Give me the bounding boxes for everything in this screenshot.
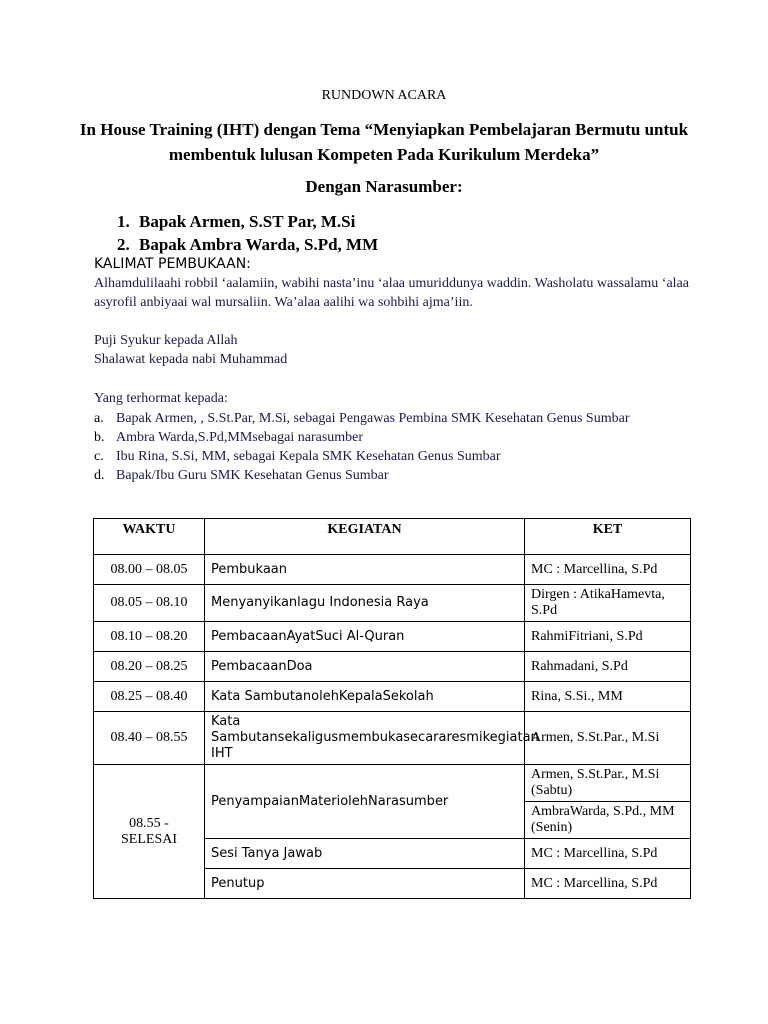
note-cell: AmbraWarda, S.Pd., MM (Senin) bbox=[525, 802, 691, 839]
activity-cell: PenyampaianMateriolehNarasumber bbox=[205, 765, 525, 839]
training-title: In House Training (IHT) dengan Tema “Menyiapkan Pembelajaran Bermutu untuk membentuk lulusan Kompeten Pada Kurikulum Merdeka” bbox=[79, 120, 689, 164]
list-item bbox=[94, 447, 694, 466]
note-cell: MC : Marcellina, S.Pd bbox=[525, 839, 691, 869]
header-waktu: WAKTU bbox=[94, 519, 205, 555]
speaker-number: 1. bbox=[117, 212, 130, 231]
activity-cell: Sesi Tanya Jawab bbox=[205, 839, 525, 869]
header-kegiatan: KEGIATAN bbox=[205, 519, 525, 555]
time-cell: 08.00 – 08.05 bbox=[94, 555, 205, 585]
list-text: Ibu Rina, S.Si, MM, sebagai Kepala SMK Kesehatan Genus Sumbar bbox=[116, 449, 501, 464]
time-cell: 08.40 – 08.55 bbox=[94, 712, 205, 765]
table-row bbox=[94, 622, 691, 652]
note-cell: Armen, S.St.Par., M.Si (Sabtu) bbox=[525, 765, 691, 802]
note-cell: Armen, S.St.Par., M.Si bbox=[525, 712, 691, 765]
speaker-list bbox=[117, 210, 378, 256]
table-row bbox=[94, 585, 691, 622]
list-item bbox=[94, 428, 694, 447]
list-item bbox=[94, 409, 694, 428]
table-row bbox=[94, 682, 691, 712]
list-letter: b. bbox=[94, 430, 105, 445]
table-row bbox=[94, 555, 691, 585]
note-cell: MC : Marcellina, S.Pd bbox=[525, 555, 691, 585]
time-cell: 08.10 – 08.20 bbox=[94, 622, 205, 652]
praise-block bbox=[94, 331, 694, 369]
speaker-name: Bapak Ambra Warda, S.Pd, MM bbox=[139, 235, 379, 254]
list-text: Bapak/Ibu Guru SMK Kesehatan Genus Sumbar bbox=[116, 468, 389, 483]
praise-line: Puji Syukur kepada Allah bbox=[94, 333, 238, 348]
list-letter: d. bbox=[94, 468, 105, 483]
rundown-heading: RUNDOWN ACARA bbox=[321, 88, 447, 103]
time-cell: 08.20 – 08.25 bbox=[94, 652, 205, 682]
opening-label: KALIMAT PEMBUKAAN: bbox=[94, 256, 251, 272]
honored-guests-list bbox=[94, 409, 694, 485]
opening-text: Alhamdulilaahi robbil ‘aalamiin, wabihi nasta’inu ‘alaa umuriddunya waddin. Washolatu wassalamu ‘alaa asyrofil anbiyaai wal mursaliin. Wa’alaa aalihi wa sohbihi ajma’iin. bbox=[94, 276, 689, 310]
honor-heading: Yang terhormat kepada: bbox=[94, 391, 228, 406]
speaker-item bbox=[117, 233, 378, 256]
time-cell: 08.05 – 08.10 bbox=[94, 585, 205, 622]
header-ket: KET bbox=[525, 519, 691, 555]
note-cell: Rahmadani, S.Pd bbox=[525, 652, 691, 682]
list-letter: a. bbox=[94, 411, 104, 426]
note-cell: Rina, S.Si., MM bbox=[525, 682, 691, 712]
note-cell: RahmiFitriani, S.Pd bbox=[525, 622, 691, 652]
activity-cell: Penutup bbox=[205, 869, 525, 899]
table-row bbox=[94, 652, 691, 682]
activity-cell: Kata Sambutansekaligusmembukasecararesmikegiatan IHT bbox=[205, 712, 525, 765]
speaker-item bbox=[117, 210, 378, 233]
praise-line: Shalawat kepada nabi Muhammad bbox=[94, 352, 288, 367]
time-cell-final: 08.55 - SELESAI bbox=[94, 765, 205, 899]
activity-cell: PembacaanDoa bbox=[205, 652, 525, 682]
table-row bbox=[94, 765, 691, 802]
list-item bbox=[94, 466, 694, 485]
agenda-table bbox=[93, 518, 691, 899]
list-letter: c. bbox=[94, 449, 104, 464]
list-text: Ambra Warda,S.Pd,MMsebagai narasumber bbox=[116, 430, 364, 445]
activity-cell: Menyanyikanlagu Indonesia Raya bbox=[205, 585, 525, 622]
table-header-row bbox=[94, 519, 691, 555]
list-text: Bapak Armen, , S.St.Par, M.Si, sebagai Pengawas Pembina SMK Kesehatan Genus Sumbar bbox=[116, 411, 630, 426]
activity-cell: Kata SambutanolehKepalaSekolah bbox=[205, 682, 525, 712]
note-cell: Dirgen : AtikaHamevta, S.Pd bbox=[525, 585, 691, 622]
time-cell: 08.25 – 08.40 bbox=[94, 682, 205, 712]
speaker-number: 2. bbox=[117, 235, 130, 254]
table-row bbox=[94, 712, 691, 765]
note-cell: MC : Marcellina, S.Pd bbox=[525, 869, 691, 899]
activity-cell: PembacaanAyatSuci Al-Quran bbox=[205, 622, 525, 652]
activity-cell: Pembukaan bbox=[205, 555, 525, 585]
speaker-name: Bapak Armen, S.ST Par, M.Si bbox=[139, 212, 356, 231]
speaker-heading: Dengan Narasumber: bbox=[305, 177, 463, 196]
